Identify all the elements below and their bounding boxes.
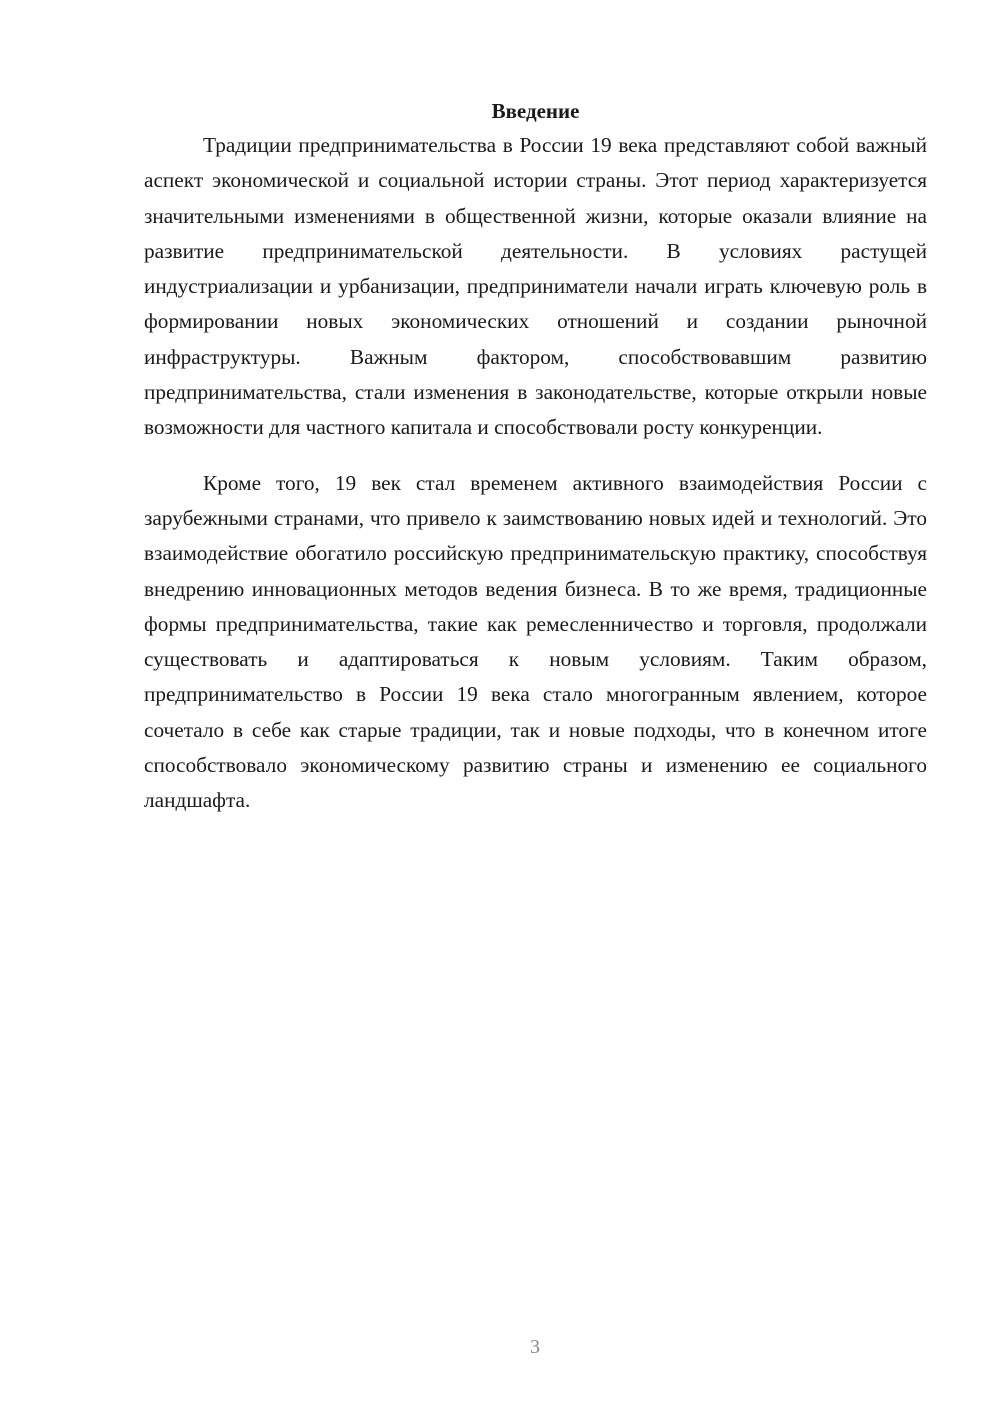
page-title: Введение xyxy=(491,99,580,123)
paragraph-2: Кроме того, 19 век стал временем активного взаимодействия России с зарубежными странами, что привело к заимствованию новых идей и технологий. Это взаимодействие обогатило российскую предпринимательскую практику, способствуя внедрению инновационных методов ведения бизнеса. В то же время, традиционные формы предпринимательства, такие как ремесленничество и торговля, продолжали существовать и адаптироваться к новым условиям. Таким образом, предпринимательство в России 19 века стало многогранным явлением, которое сочетало в себе как старые традиции, так и новые подходы, что в конечном итоге способствовало экономическому развитию страны и изменению ее социального ландшафта. xyxy=(144,470,927,813)
page-number: 3 xyxy=(530,1336,540,1358)
page-content xyxy=(144,96,927,819)
paragraph-1: Традиции предпринимательства в России 19 века представляют собой важный аспект экономической и социальной истории страны. Этот период характеризуется значительными изменениями в общественной жизни, которые оказали влияние на развитие предпринимательской деятельности. В условиях растущей индустриализации и урбанизации, предприниматели начали играть ключевую роль в формировании новых экономических отношений и создании рыночной инфраструктуры. Важным фактором, способствовавшим развитию предпринимательства, стали изменения в законодательстве, которые открыли новые возможности для частного капитала и способствовали росту конкуренции. xyxy=(144,133,927,440)
